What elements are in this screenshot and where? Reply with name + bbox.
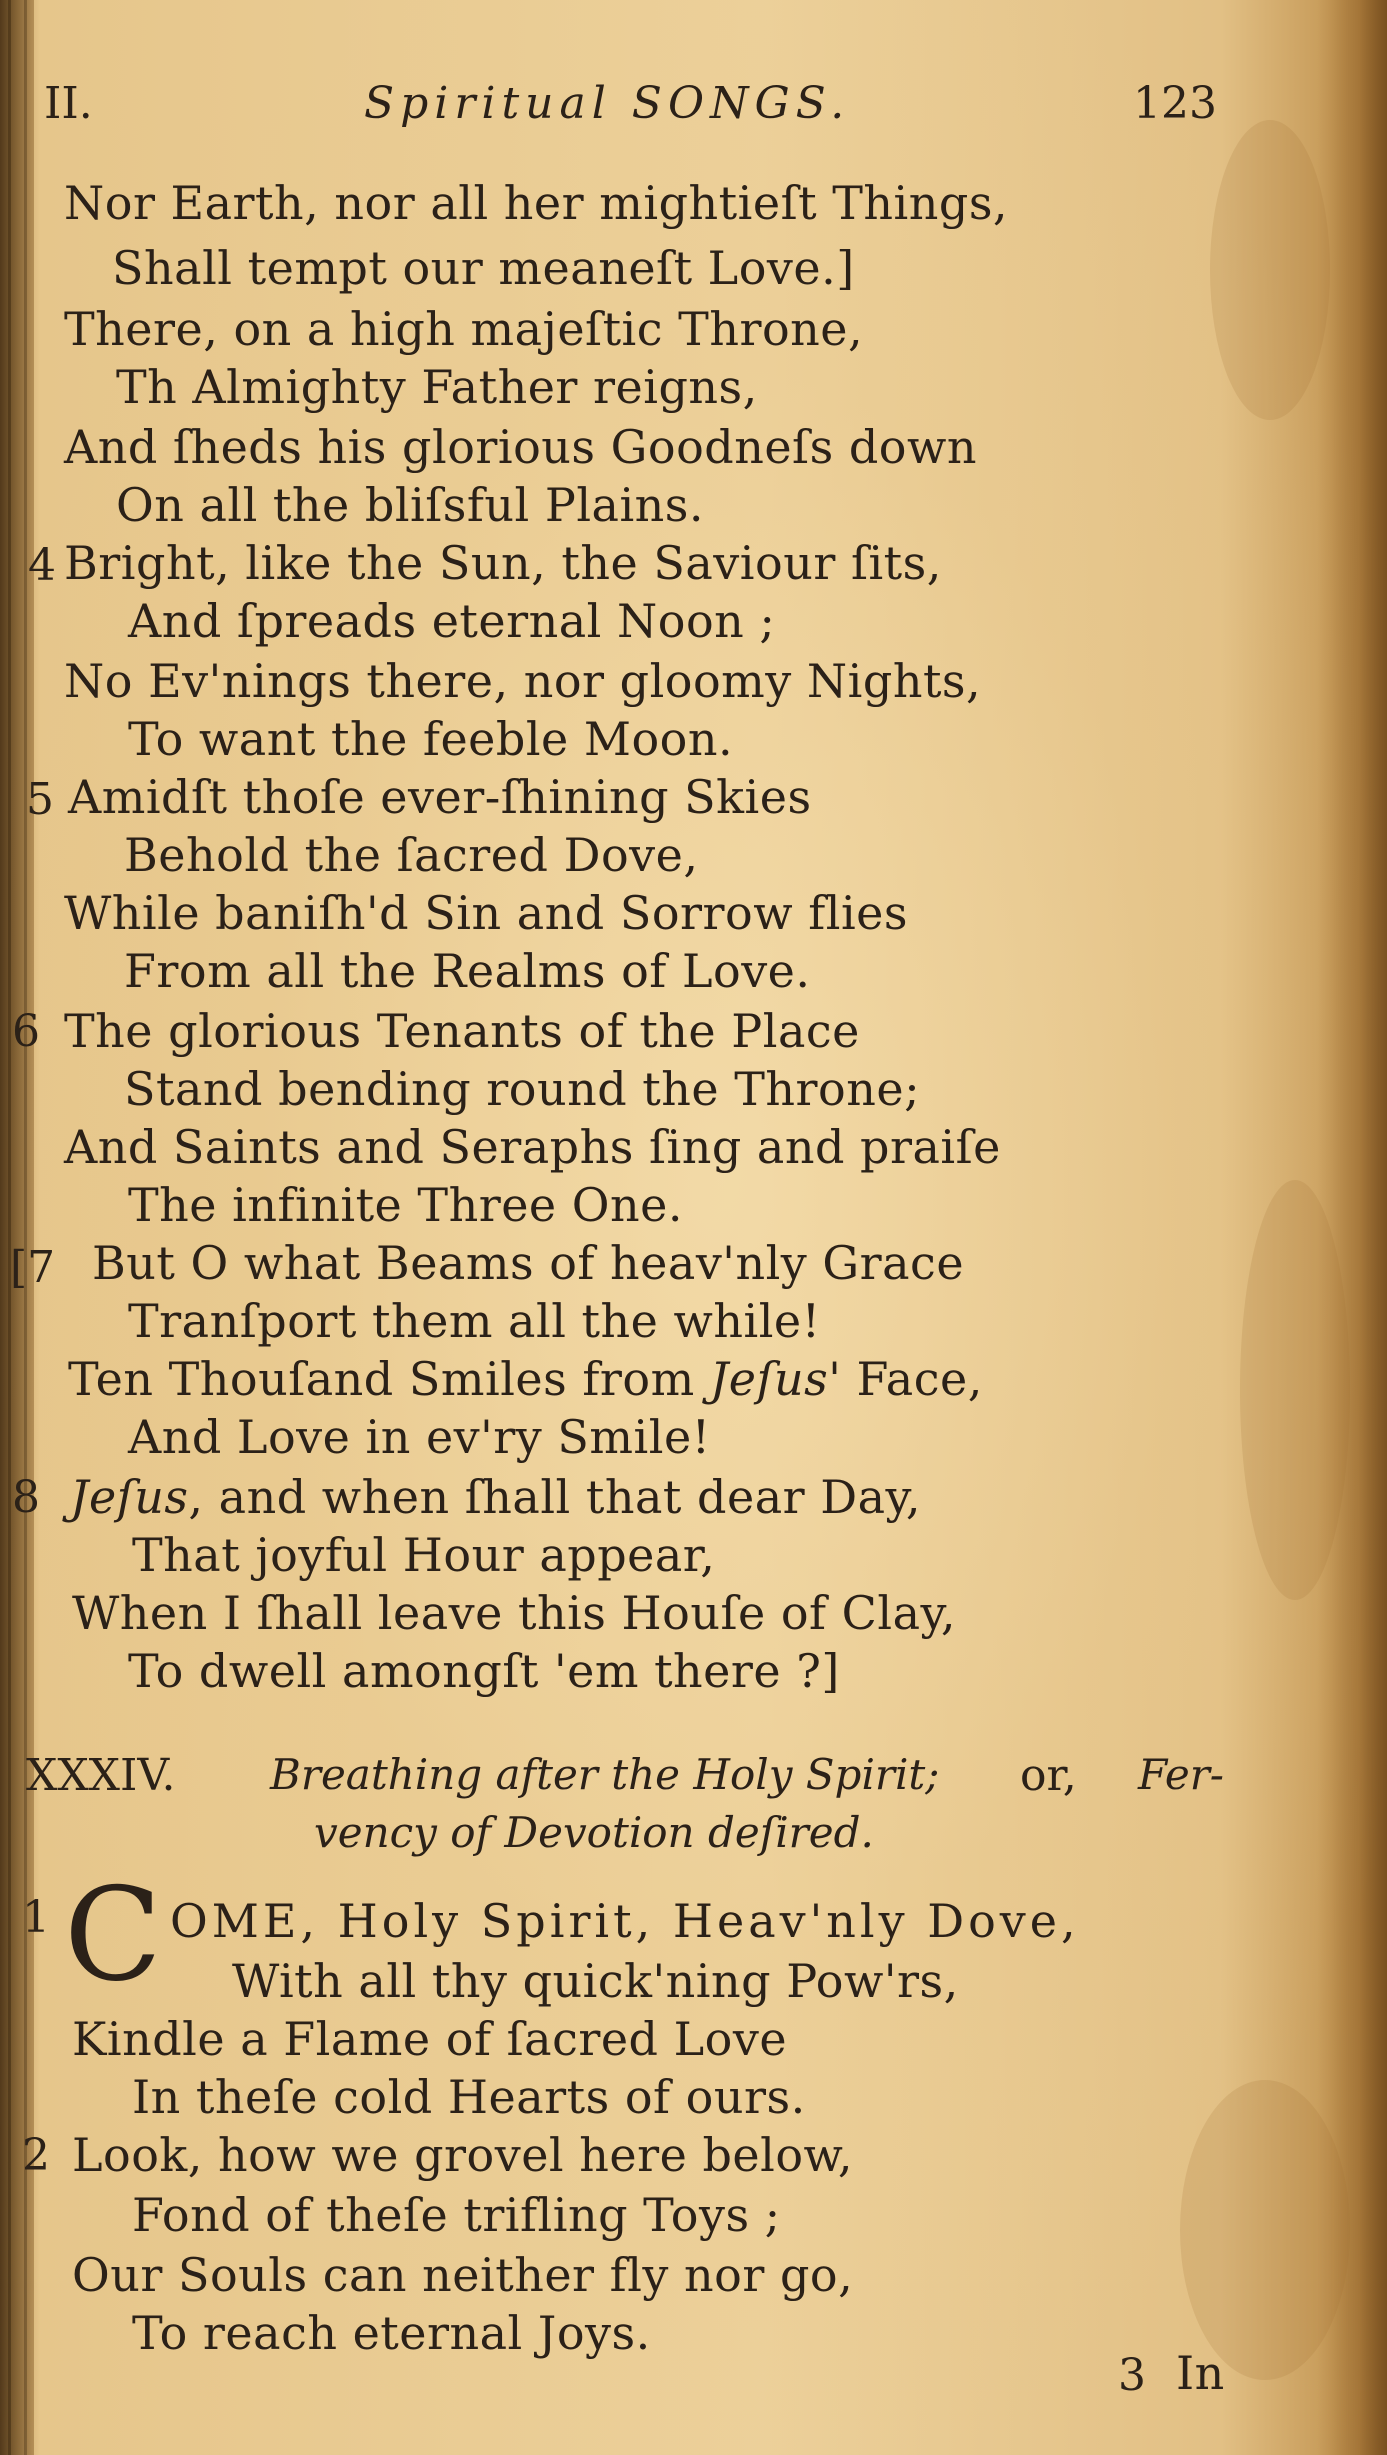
verse-line: And Love in ev'ry Smile!: [128, 1410, 711, 1464]
verse-line: When I ſhall leave this Houſe of Clay,: [72, 1586, 957, 1640]
catchword: In: [1176, 2346, 1225, 2400]
hymn-number: XXXIV.: [26, 1750, 176, 1801]
verse-line: And ſheds his glorious Goodneſs down: [64, 420, 977, 474]
verse-text: , and when ſhall that dear Day,: [188, 1470, 922, 1524]
foxing-spot: [1210, 120, 1330, 420]
verse-line: While baniſh'd Sin and Sorrow flies: [64, 886, 908, 940]
verse-line: The glorious Tenants of the Place: [64, 1004, 860, 1058]
verse-line: OME, Holy Spirit, Heav'nly Dove,: [170, 1894, 1080, 1948]
verse-line: Our Souls can neither fly nor go,: [72, 2248, 854, 2302]
stanza-number: 3: [1118, 2350, 1146, 2401]
stanza-number: 8: [12, 1472, 40, 1523]
stanza-number: 2: [22, 2130, 50, 2181]
verse-line: Tranſport them all the while!: [128, 1294, 821, 1348]
verse-line: But O what Beams of heav'nly Grace: [92, 1236, 965, 1290]
running-title: Spiritual SONGS.: [364, 78, 851, 129]
stanza-number: 4: [28, 540, 56, 591]
hymn-title: Breathing after the Holy Spirit;: [270, 1750, 940, 1799]
section-number: II.: [44, 78, 93, 129]
binding-gutter: [0, 0, 34, 2455]
italic-name: Jeſus: [709, 1352, 829, 1406]
verse-line: To reach eternal Joys.: [132, 2306, 651, 2360]
hymn-title-or: or,: [1020, 1750, 1077, 1801]
verse-line: Stand bending round the Throne;: [124, 1062, 921, 1116]
verse-line: Amidſt thoſe ever-ſhining Skies: [68, 770, 812, 824]
verse-line: From all the Realms of Love.: [124, 944, 811, 998]
verse-text: Ten Thouſand Smiles from: [68, 1352, 710, 1406]
verse-line: Bright, like the Sun, the Saviour ſits,: [64, 536, 942, 590]
verse-line: The infinite Three One.: [128, 1178, 683, 1232]
stanza-number: 1: [22, 1892, 50, 1943]
verse-line: Shall tempt our meaneſt Love.]: [112, 241, 855, 295]
page-number: 123: [1133, 78, 1217, 129]
hymn-title: vency of Devotion deſired.: [314, 1808, 874, 1857]
foxing-spot: [1240, 1180, 1350, 1600]
verse-line: On all the bliſsful Plains.: [116, 478, 705, 532]
verse-line: [70, 1470, 922, 1524]
verse-line: With all thy quick'ning Pow'rs,: [232, 1954, 959, 2008]
verse-line: And ſpreads eternal Noon ;: [128, 594, 776, 648]
verse-line: Look, how we grovel here below,: [72, 2128, 854, 2182]
stanza-number: 6: [12, 1006, 40, 1057]
verse-line: Behold the ſacred Dove,: [124, 828, 699, 882]
verse-line: Fond of theſe trifling Toys ;: [132, 2188, 781, 2242]
stanza-number: [7: [10, 1242, 56, 1293]
hymn-title: Fer-: [1138, 1750, 1224, 1799]
verse-line: There, on a high majeſtic Throne,: [64, 302, 864, 356]
gutter-line: [24, 0, 27, 2455]
foxing-spot: [1180, 2080, 1350, 2380]
verse-line: Nor Earth, nor all her mightieſt Things,: [64, 176, 1009, 230]
drop-capital: C: [64, 1861, 162, 2010]
verse-line: That joyful Hour appear,: [132, 1528, 716, 1582]
verse-line: In theſe cold Hearts of ours.: [132, 2070, 806, 2124]
stanza-number: 5: [26, 774, 54, 825]
italic-name: Jeſus: [70, 1470, 189, 1524]
verse-line: No Ev'nings there, nor gloomy Nights,: [64, 654, 982, 708]
gutter-line: [8, 0, 11, 2455]
verse-line: [68, 1352, 983, 1406]
verse-line: Kindle a Flame of ſacred Love: [72, 2012, 788, 2066]
verse-text: ' Face,: [828, 1352, 983, 1406]
verse-line: To want the feeble Moon.: [128, 712, 734, 766]
verse-line: And Saints and Seraphs ſing and praiſe: [64, 1120, 1001, 1174]
verse-line: To dwell amongſt 'em there ?]: [128, 1644, 840, 1698]
verse-line: Th Almighty Father reigns,: [116, 360, 758, 414]
